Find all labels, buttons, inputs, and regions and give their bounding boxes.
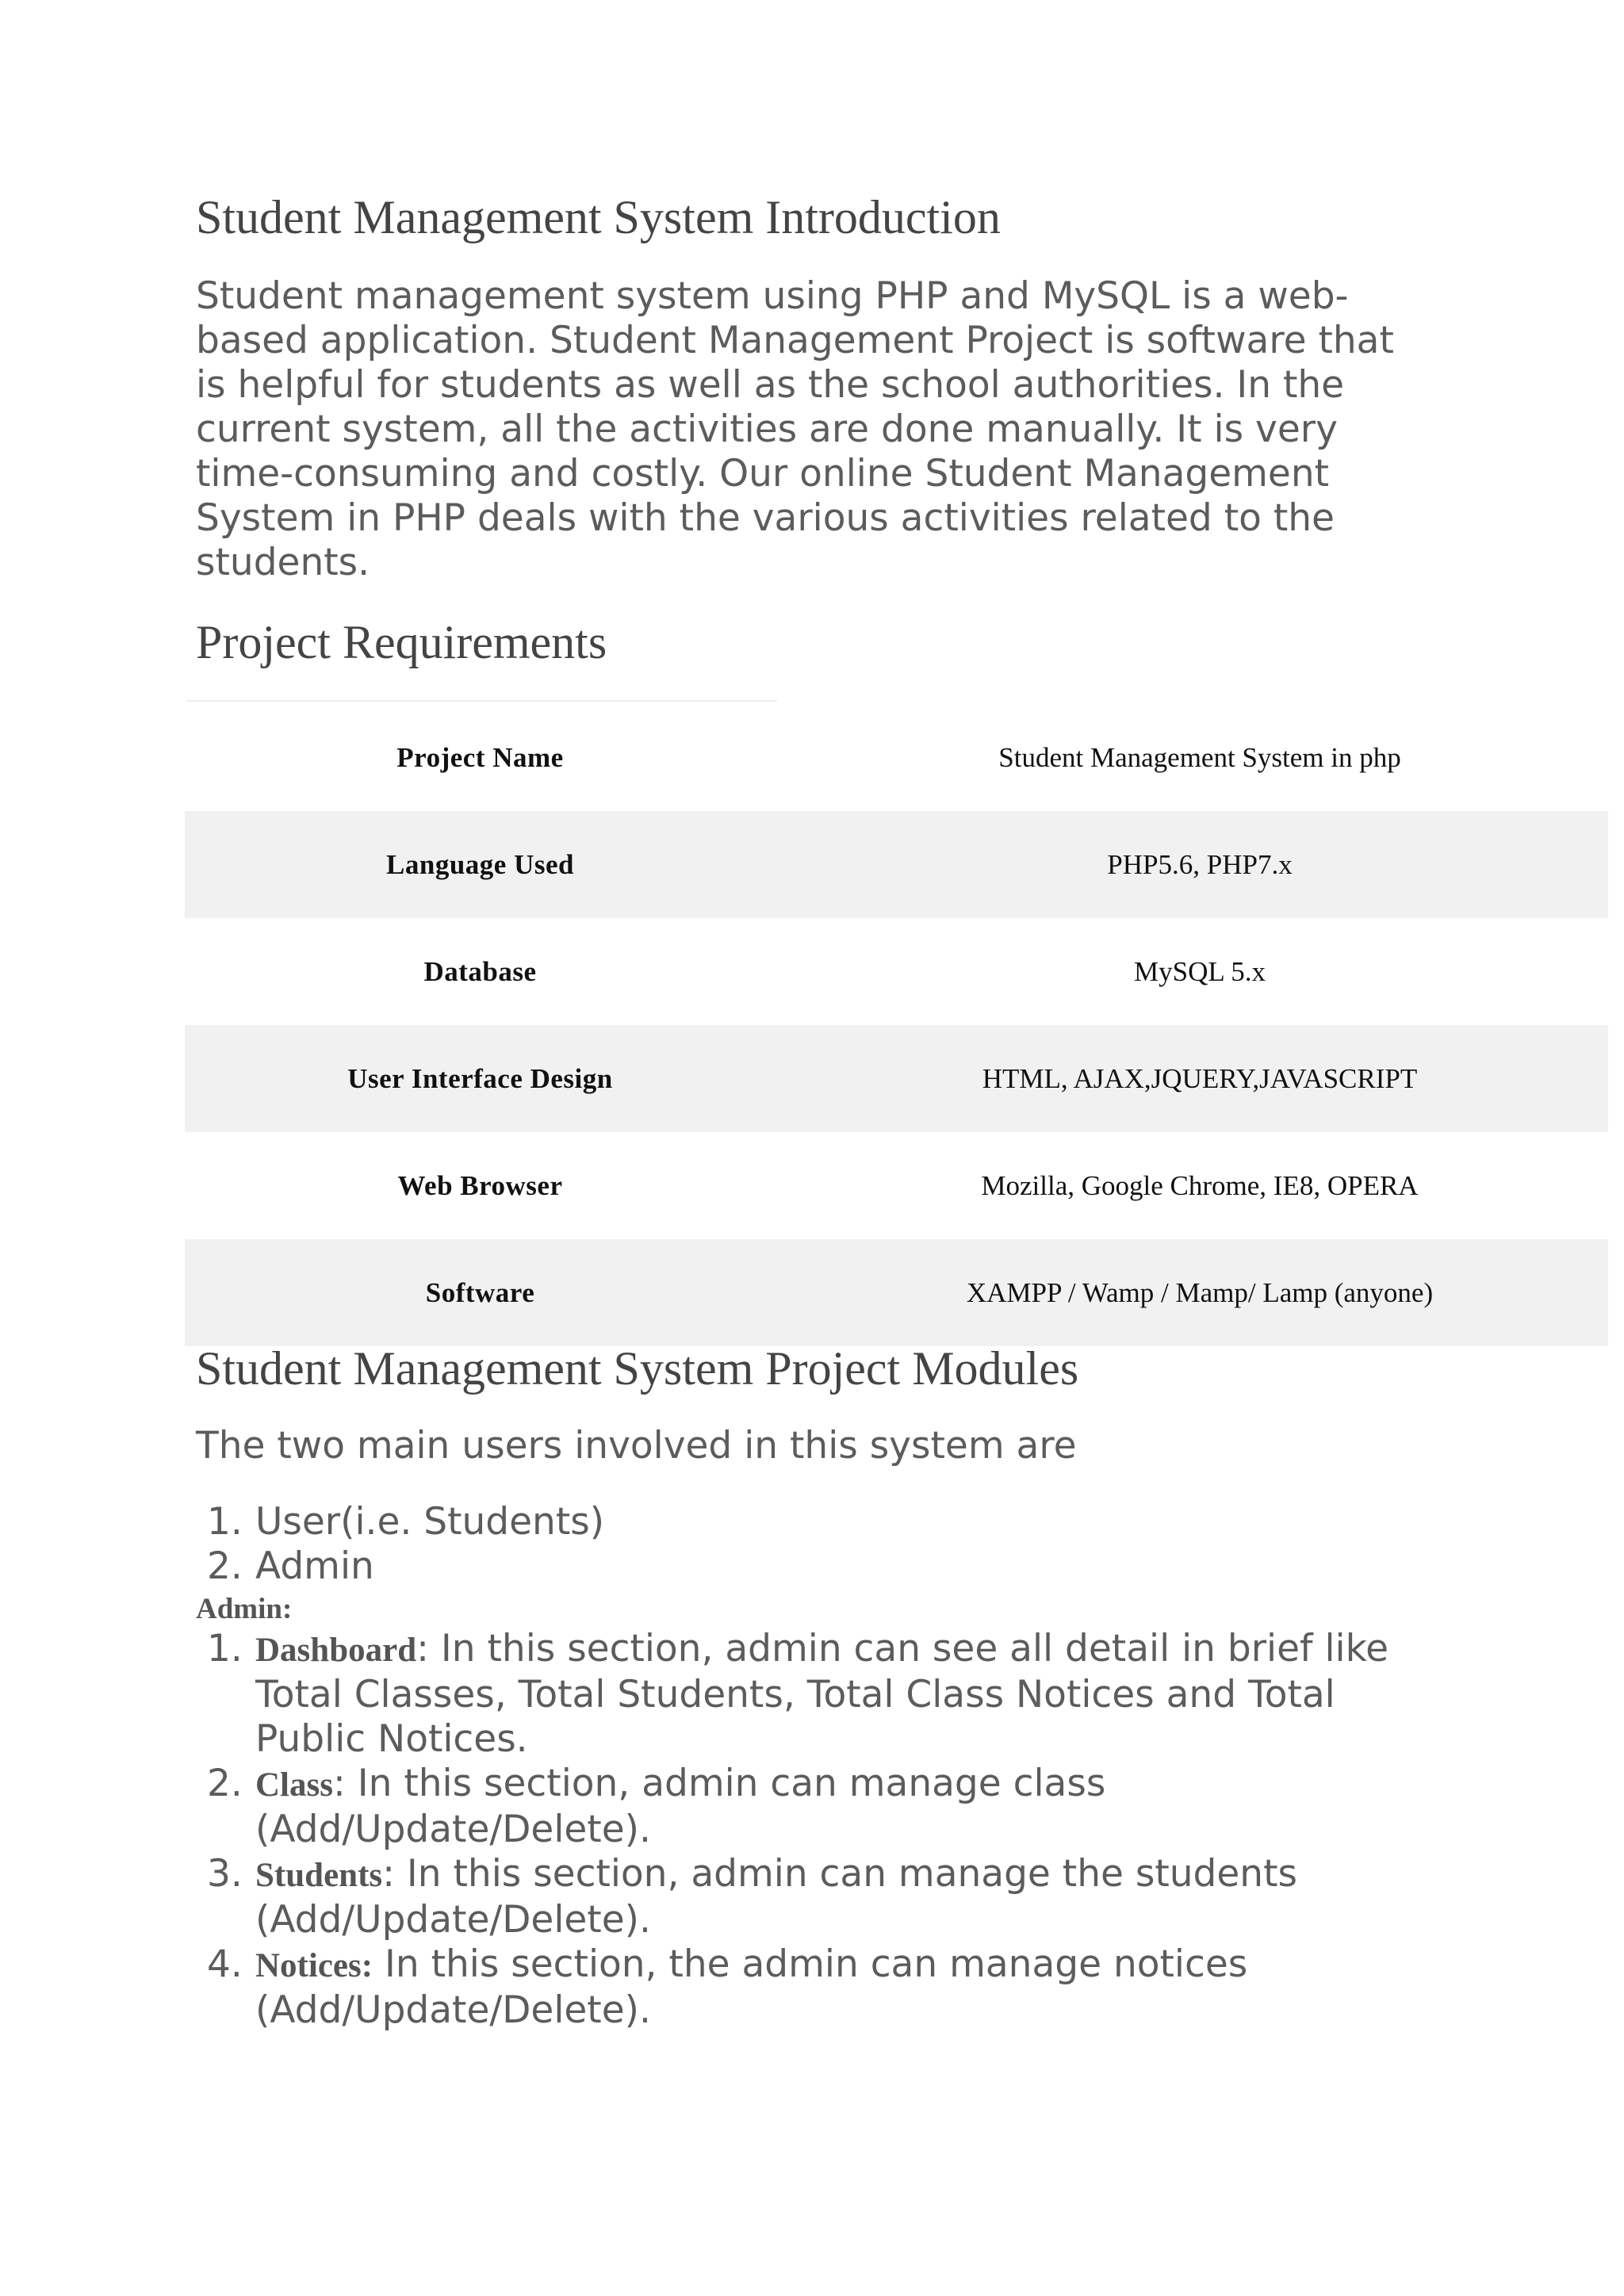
list-number: 2. [207,1544,243,1588]
list-item [196,1762,1449,1852]
table-row [185,704,1608,811]
requirements-table [185,704,1608,1346]
admin-label: Admin: [196,1593,293,1625]
module-description: : In this section, admin can manage the students (Add/Update/Delete). [255,1852,1298,1942]
row-label: Software [425,1276,535,1308]
list-number: 1. [207,1500,243,1544]
row-label: Database [423,955,537,987]
requirements-heading: Project Requirements [196,616,607,668]
row-value: XAMPP / Wamp / Mamp/ Lamp (anyone) [966,1276,1434,1308]
module-description: In this section, the admin can manage notices (Add/Update/Delete). [255,1942,1248,2032]
module-term: Notices: [255,1947,373,1984]
modules-intro: The two main users involved in this system are [196,1424,1077,1468]
list-item [196,1544,604,1589]
table-row [185,1239,1608,1346]
list-item [196,1942,1449,2033]
admin-modules-list [196,1627,1449,2033]
row-value: MySQL 5.x [1134,955,1266,987]
row-label: User Interface Design [347,1062,613,1094]
module-term: Students [255,1857,383,1894]
list-item [196,1627,1449,1762]
row-value: Mozilla, Google Chrome, IE8, OPERA [981,1169,1419,1201]
table-row [185,1132,1608,1239]
table-row [185,811,1608,918]
list-item-label: User(i.e. Students) [255,1500,605,1544]
row-value: PHP5.6, PHP7.x [1107,848,1293,880]
list-item [196,1500,604,1544]
intro-paragraph: Student management system using PHP and MySQL is a web-based application. Student Management Project is software that is helpful for students as well as the school authorities. In the current system, all the activities are done manually. It is very time-consuming and costly. Our online Student Management System in PHP deals with the various activities related to the students. [196,274,1394,584]
row-label: Web Browser [397,1169,563,1201]
modules-heading: Student Management System Project Modules [196,1342,1079,1395]
intro-heading: Student Management System Introduction [196,191,1001,243]
module-term: Dashboard [255,1632,417,1669]
table-row [185,918,1608,1025]
list-item [196,1852,1449,1942]
module-description: : In this section, admin can see all detail in brief like Total Classes, Total Students, Total Class Notices and Total Public Notices. [255,1627,1389,1761]
list-number: 2. [207,1762,243,1805]
row-value: Student Management System in php [998,741,1401,773]
row-label: Project Name [396,741,564,773]
list-item-label: Admin [255,1544,374,1588]
requirements-divider [186,700,777,702]
users-list [196,1500,604,1589]
module-description: : In this section, admin can manage class (Add/Update/Delete). [255,1762,1106,1851]
list-number: 4. [207,1942,243,1986]
module-term: Class [255,1766,333,1804]
row-value: HTML, AJAX,JQUERY,JAVASCRIPT [982,1062,1418,1094]
row-label: Language Used [386,848,574,880]
list-number: 1. [207,1627,243,1670]
table-row [185,1025,1608,1132]
list-number: 3. [207,1852,243,1896]
